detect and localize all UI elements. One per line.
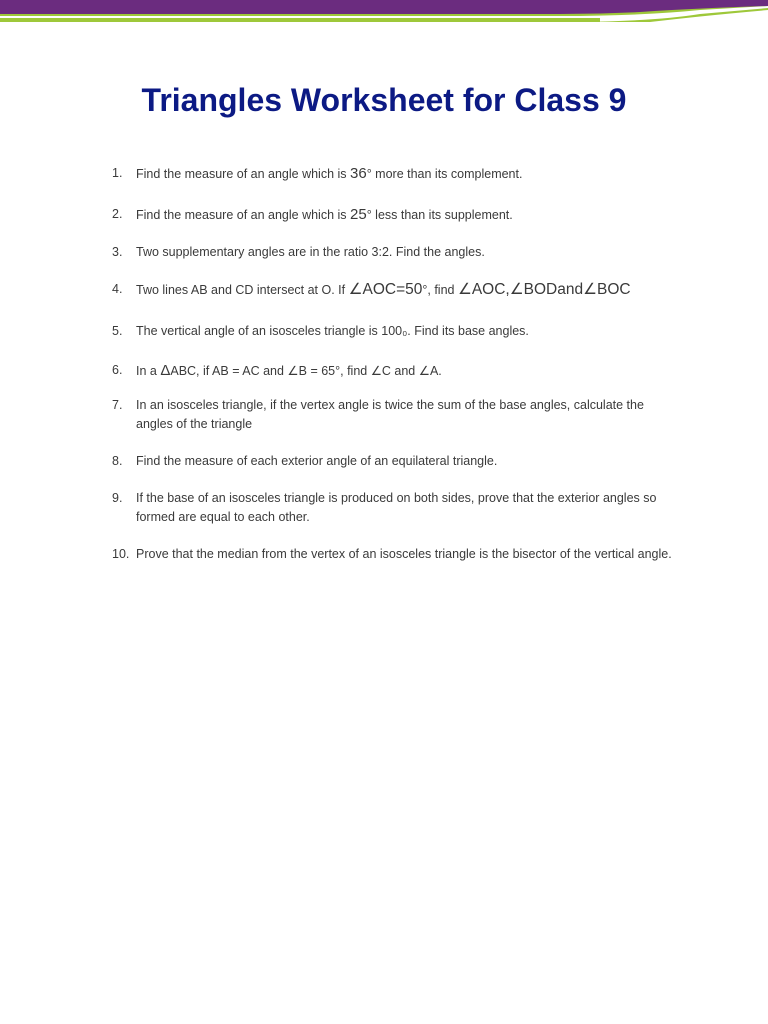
item-text: Find the measure of each exterior angle of an equilateral triangle. (136, 454, 498, 468)
item-text: In a (136, 364, 161, 378)
item-text: ABC, if AB = AC and ∠B = 65°, find ∠C and ∠A. (170, 364, 442, 378)
item-number: 8. (112, 454, 123, 468)
item-text: ° less than its supplement. (366, 208, 513, 222)
math-expression: ∠AOC=50 (348, 281, 423, 298)
item-number: 9. (112, 491, 123, 505)
item-text: ° more than its complement. (366, 167, 523, 181)
list-item (112, 545, 677, 564)
item-number: 2. (112, 207, 123, 221)
list-item (112, 280, 677, 300)
item-number: 7. (112, 398, 123, 412)
item-number: 5. (112, 324, 123, 338)
list-item (112, 205, 677, 225)
list-item (112, 322, 677, 341)
header-banner (0, 0, 768, 30)
list-item (112, 489, 677, 527)
math-value: 25 (350, 206, 367, 223)
item-number: 4. (112, 282, 123, 296)
item-number: 10. (112, 547, 130, 561)
list-item (112, 243, 677, 262)
item-number: 3. (112, 245, 123, 259)
item-text: Prove that the median from the vertex of an isosceles triangle is the bisector of the vertical angle. (136, 547, 672, 561)
item-number: 1. (112, 166, 123, 180)
item-text: In an isosceles triangle, if the vertex angle is twice the sum of the base angles, calculate the angles of the triangle (136, 398, 644, 431)
item-text: The vertical angle of an isosceles triangle is 100₀. Find its base angles. (136, 324, 529, 338)
math-value: 36 (350, 165, 367, 182)
item-number: 6. (112, 363, 123, 377)
list-item (112, 452, 677, 471)
banner-green-line (0, 18, 600, 22)
item-text: Find the measure of an angle which is (136, 167, 351, 181)
page-title: Triangles Worksheet for Class 9 (141, 82, 627, 118)
item-text: Two supplementary angles are in the ratio 3:2. Find the angles. (136, 245, 485, 259)
item-text: Find the measure of an angle which is (136, 208, 351, 222)
item-text: °, find (422, 283, 458, 297)
triangle-symbol: Δ (160, 362, 171, 379)
item-text: If the base of an isosceles triangle is produced on both sides, prove that the exterior angles so formed are equal to each other. (136, 491, 657, 524)
item-text: Two lines AB and CD intersect at O. If (136, 283, 349, 297)
list-item (112, 164, 677, 184)
math-expression: ∠AOC,∠BODand∠BOC (457, 281, 631, 298)
list-item (112, 361, 677, 381)
question-list (112, 160, 677, 564)
list-item (112, 396, 677, 434)
